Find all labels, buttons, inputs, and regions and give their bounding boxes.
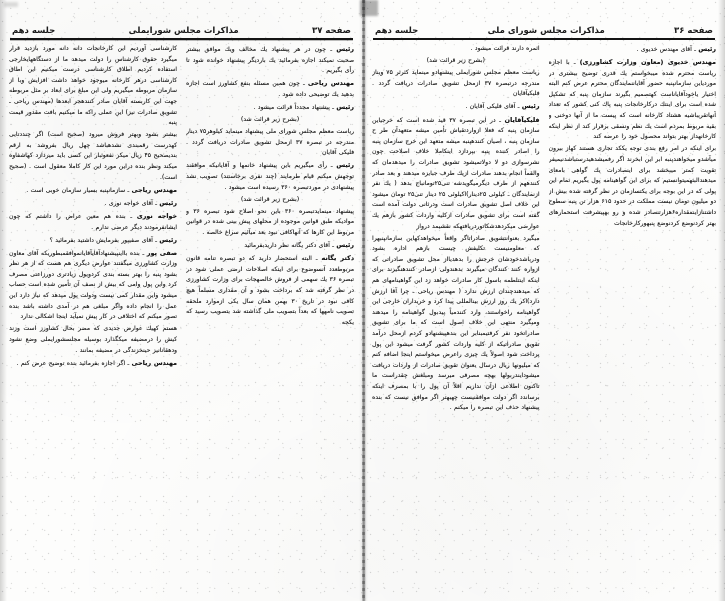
- body-paragraph: كارشناسی آوردیم این كارخانجات دانه دانه مورد بازدید قرار میگیرد حقوق كارشناس را دولت میدهد ما از دستگاههایخارجی استفاده كردیم اطلاق كارشناسی درست میكنیم این اطاق كارشناسی درهر كارخانه میوجود خواهد داشت افزایش وبا از سازمان مربوطه میگیریم ولی این مبلغ برای ابعاد بر مثل مربوطه جهت این كاربسته آقایان صادر كنندهجر ابعدها (مهندس ریاحی ـ تشویق صادرات نیز) این عملی راكه ما میكنیم بافت مقدور قیمت پنبه: [9, 45, 177, 127]
- speech-text: ـ اگر اجازه بفرمائید بنده توضیح عرض كنم .: [16, 359, 132, 367]
- speaker-name: رئیس: [521, 102, 540, 111]
- left-page-header-title: مذاکرات مجلس شورایملی: [128, 26, 239, 36]
- body-paragraph: بیشتر بشود وبهتر فروش میرود (صحیح است) اگر چنددتایی كهدرست رقمبندی نشدهباشد چهل ریال بفروشد به ارقم بندیصحیح ۴۵ ریال میكر نفعوثبار این كسی باید میردازد كهاشفاوه میكند ونظر بنده دراین مورد این كار كاملا معقول است . (صحیح است).: [9, 131, 177, 181]
- speech-text: ـ رأی میگیریم باین پیشنهاد خانمها و آقایانیكه موافقند توجهش میكنم قیام طرمایند (چند نفری برخاستند) تصویب نشد پیشنهادی در موردتبصره ۳۶۰ رسیده است میشود .: [186, 162, 354, 191]
- speech-paragraph: [9, 185, 177, 197]
- speech-paragraph: [9, 358, 177, 370]
- speaker-name: رئیس: [159, 198, 177, 207]
- body-paragraph: میگیرد بعنوانتشویق صادراتاگر واقعاً میخواهدكهاین سازمانپنبهرا كه معلومنیست تكلیفش چیست بازهم اداره بشود ودرباشدخودشان خرجش را بدهدیااز محل تشویق صادراتی كه ازواره كنند كنندگان میگیرند بدهندولی ازصادر كنندهنگیرند برای اینكه اینتلطمه باسول كار صادرات خواهد زد این گواهینامهای هم كه میدهندچندان ارزش ندارد ( مهندس ریاحی ـ چرا آقا ارزش دارد)اكر یك روز ارزش بینالمللی پیدا كرد و خریداران خارجی این گواهینامه راخواستند، وارد كنندمیاً پیدبول گواهینامه را میدهند ومیگیرد منتهی این خلاف اصول است كه ما برای تشویق صادراتخود نفر كرفتیمبنابر این بندهپیشنهادو كردم ازمحل درآمد تقویق صادراتیكه از كلیه واردات كشور گرفت میشود این پول پرداخت شود اصولاً یك چیزی راعرض میخواستم اینجا اضافه كنم كه میلیونها ریال درسال بعنوان تقویق صادرات از واردات دریافت میشودایندربولها بهچه مصرفی میرسد ومبلغش چقدراست ما تاكنون اطلاعی ازآن نداریم اقلاً آن پول را با بمصرف اینكه برساندد اگر دولت موافقنیست چهبهتر اگر موافق نیست كه بنده پیشنهاد حذف این تبصره را میكنم .: [372, 234, 540, 412]
- speech-text: ـ با اجازه ریاست محترم شده میبخواستم یك قدری توضیح بیشتری در موردیاین سازمانپنبه حضور آقایاننمایندگان محترم عرض كنم البته اختیار یاخودآقایاناست كهتصمیم بگیرند سازمان پنبه كه تشكیل شده است برای اینتك دركارخانجات پنبه پاك كنی كشور كه تعداد آنهاتقریباشیه هشتاد كارخانه است كه پیست ما از آنها دوخنی و بقیه مربوط بمردم است یك نظم ونسقی برقرار كند از نظر اینكه كارخانهدار بهتر بتواند محصول خود را عرضه كند: [548, 59, 716, 141]
- speech-paragraph: [9, 235, 177, 247]
- speech-text: ـ چون در هر پیشنهاد یك مخالف ویك موافق بیشتر صحبت نمیكند اجازه بفرمائید یك باردیگر پیشنهاد خوانده شود تا رأی بگیریم .: [186, 46, 354, 75]
- body-paragraph: ریاست معظم مجلس شورای ملی پیشنهاد مینماید كیلوهر۷۵ دینار مندرجه در تبصره ۳۷ ازمحل تشویق صادرات دریافت گردد . فلیكی آقایان: [186, 128, 354, 157]
- speaker-name: مهندس ریاحی: [131, 185, 177, 194]
- left-page-number: صفحه ۳۷: [312, 26, 351, 36]
- speaker-name: مهندس ریاحی: [307, 79, 354, 88]
- body-paragraph: هستم كهیك عوارض جدیدی كه مضر بحال كشاورز است وزند كیش را درمضیفه میكگذارد بوسیله مجلسشورایملی وضع نشود ودهقانانیز حینخزندگی در مضیفه بمانند .: [9, 325, 177, 354]
- speech-text: ـ آقای خواجه نوری .: [104, 199, 160, 207]
- left-page-running-head: [12, 20, 351, 36]
- speech-paragraph: [9, 248, 177, 323]
- speech-paragraph: [549, 57, 717, 143]
- body-paragraph: (بشرح زیر قرائت شد): [426, 57, 485, 65]
- right-page-columns: [372, 44, 716, 595]
- left-page-left-column: [186, 44, 354, 595]
- speaker-name: خواجه نوری: [136, 211, 177, 220]
- speaker-name: دكتر یگانه: [321, 254, 354, 263]
- right-page-header-title: مذاكرات مجلس شورای ملی: [487, 26, 605, 36]
- speech-paragraph: [372, 101, 540, 113]
- speech-text: ـ بنده هم معین عراض را داشتم كه چون ایشانفرمودند دیگر عرضی ندارم .: [9, 212, 177, 231]
- left-page-columns: [9, 44, 354, 595]
- body-paragraph: برای اینكه در امر رفع بندی توجه یككد تجاری هستند كهاز بیرون میآشدو میخواهندپنبه ابر این ابخرند اگر رفمیشدهیدرستباشدنیمیفر تقویت كمتر میبخشد برای اینصادرات یك گواهی بامعای میدهندالبتهمیتوانستیم كه برای این گواهینامه پول بگیریم تمام این پولی كه در این بوجه برای یكتسازمان در نظر گرفته شده بیش از دو میلیون تومان نیست مملكت در حدود ۶۱۵ هزار تن پنبه سطوح داشتنازاینمقداره۶هزارتنصادر شده و رو بهپیشرفت استحمارهای بهتر كردنوضع كردنوضع پنبهوركارخانجات: [548, 145, 716, 227]
- speech-text: ـ چون همین مسئله بنفع كشاورز است اجازه بدهید یك توضیحی داده شود .: [186, 80, 354, 98]
- speaker-name: مهندس خدیوی (معاون وزارت كشاورزی): [579, 58, 716, 67]
- right-page-right-column: [372, 44, 540, 595]
- left-page-header-rule: [10, 38, 353, 40]
- left-page-right-column: [9, 44, 177, 595]
- speech-paragraph: [186, 44, 354, 77]
- speech-paragraph: [186, 78, 354, 100]
- speech-text: ـ آقای صفیپور بفرمایش داشتید بفرمائید ؟: [49, 236, 160, 244]
- right-page: [363, 0, 725, 601]
- speaker-name: رئیس: [159, 235, 177, 244]
- right-page-number: صفحه ۳۶: [674, 26, 713, 36]
- speaker-name: رئیس: [336, 161, 354, 170]
- speech-paragraph: [186, 240, 354, 252]
- speaker-name: صفی پور: [146, 248, 177, 257]
- speech-text: ـ بنده بااینپیشنهادآقایآقایانموافقمبطوریكه آقای معاون وزارت كشاورزی میگفتند عوارض دیگری هم هست كه از هر نظر بشود پنبه را بهتر بسته بندی كردویول زیادتری دورزاعتی مصرف كرد واین پول وامی كه بیش از نصف آن تأمین شده است حساب میشود واین مقدار كمی نیست ودولت پول میدهد كه نیاز دارد این عمل را انجام داده واگر مبلغی هم در آمدی داشته باشد بنده تصور میكنم كه اختلافی در كار پیش نمیآید اینجا اشكالی ندارد: [9, 249, 177, 321]
- left-page-session-label: جلسه دهم: [12, 26, 56, 36]
- speech-text: ـ سازمانپنبه بسیار سازمان خوبی است .: [26, 186, 132, 194]
- body-paragraph: (بشرح زیر قرائت شد): [240, 195, 300, 203]
- speech-paragraph: [9, 211, 177, 233]
- speech-text: ـ البته استحضار دارید كه دو تبصره تنامه قانون مربوطعدد آنسوضوع برای اینكه اصلاحات ارضی عملی شود در تبصره ۳۶ یك سهمی از فروش خالصهجات برای وزارت كشاورزی در نظر گرفته شد كه برداخت بشود و آن مقداری مسلماً هیچ كافی نبود در تاریخ ۳۰ بهمن همان سال یكی ازموارد ملحقه تصویب نامهها كه بعداً بتصویب ملی گذاشته شد بتصویب رسید كه یكجه: [186, 255, 354, 326]
- speaker-name: رئیس: [336, 45, 354, 53]
- speech-paragraph: [549, 44, 717, 56]
- speech-paragraph: [186, 160, 354, 193]
- body-paragraph: ریاست معظم مجلس شورایملی پیشنهادو مینماید كثرثر ۷۵ ویناز مندرجه درتبصره ۳۷ ازمحل تشویق صادرات دریافت گردد . فلیكیآقایان: [372, 69, 540, 98]
- body-paragraph: پیشنهاد مینمایدتبصره ۳۶۰ باین نحو اصلاح شود تبصره ۳۶ و موادیكه طبق قوانین موجوده از محلهای پیش بینی شده در قوانین مربوط این كارها كه آنهاكافی نبود بعد میآئیم سراغ خالصه .: [186, 207, 354, 236]
- speaker-name: رئیس: [336, 241, 354, 250]
- right-page-left-column: [549, 44, 717, 595]
- speech-paragraph: [9, 198, 177, 210]
- speech-text: ـ آقای دكتر یگانه نظر داریدبفرمائید: [244, 242, 337, 250]
- speaker-name: فلیكیآقایان: [504, 115, 540, 124]
- body-paragraph: اثمره دارند قرائت میشود .: [470, 45, 540, 52]
- speech-text: ـ در این تبصره ۳۷ قید شده است كه خرجیاین سازمان پنبه كه فعلا ازواردتقیاش تأمین میشه متعهدآن طر ح سازمان پنبه ، اصیان كنندهپنبه میشه متعهد این خرج سازمان پنبه را اصادر كننده پنبه بپردازد اینكاملا خلاف اصلاحت چون نشرسوازی دو لا دولاتمیشود تشویق صادرات را میدهدمان كه والقماً انجام بدهند صادرات ازیك طرف جبایزه میدهند و بعد صادر كنندههم از طرف دیگرمیگویدشه تنی۲۵تومانباج بدهد ( یك نفر ازنمایندگان ـ كیلوئی ۲۵دینار)اكیلوئی ۲۵ دینار تنی۲۵ تومان میشود این خلاف اصل تشویق صادرات است ودرثانی دولت آمده است گفته است برای تشویق صادرات ازكلیه واردات كشور بازهم یك عوارضی میكردهدشكاتوردریافتهكه نقشیمد درواز: [372, 116, 540, 230]
- body-paragraph: (بشرح زیر قرائت شد): [240, 116, 300, 124]
- speech-paragraph: [372, 115, 540, 233]
- speech-paragraph: [186, 253, 354, 328]
- speech-text: ـ آقای فلیكی آقایان .: [465, 103, 522, 111]
- right-page-session-label: جلسه دهم: [375, 26, 419, 36]
- speaker-name: مهندس ریاحی: [131, 358, 177, 367]
- speaker-name: رئیس: [336, 102, 354, 111]
- speech-paragraph: [186, 102, 354, 114]
- right-page-running-head: [375, 20, 713, 36]
- speaker-name: رئیس: [698, 45, 716, 53]
- speech-text: ـ آقای مهندس خدیوی .: [636, 46, 699, 53]
- speech-text: ـ پیشنهاد مجدداً قرائت میشود .: [253, 103, 337, 111]
- right-page-header-rule: [373, 38, 715, 40]
